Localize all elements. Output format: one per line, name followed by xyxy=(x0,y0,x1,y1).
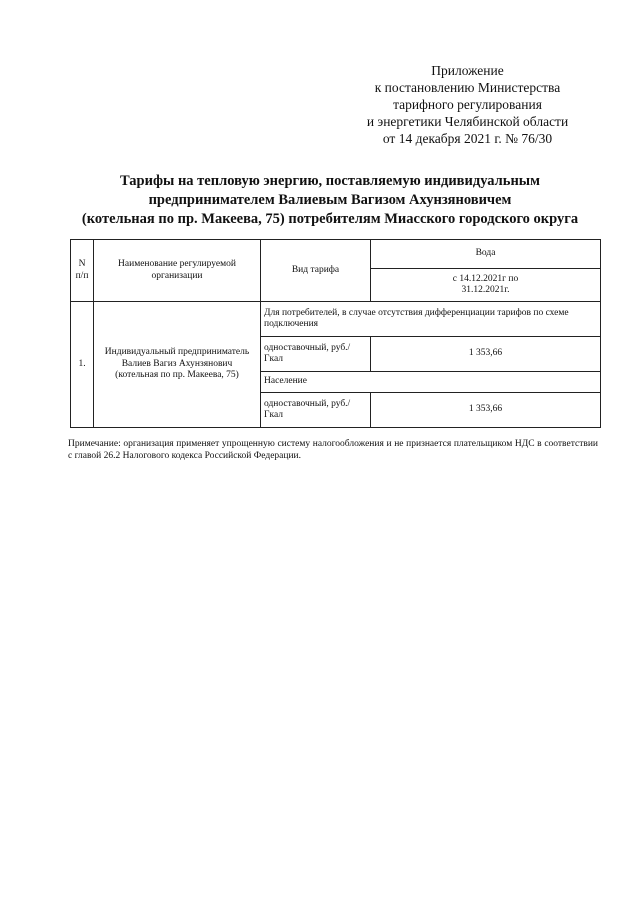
group1-label: Для потребителей, в случае отсутствия дифференциации тарифов по схеме подключения xyxy=(261,302,601,337)
table-header-row xyxy=(71,240,601,269)
header-org: Наименование регулируемой организации xyxy=(94,240,261,302)
tariff-table xyxy=(70,239,601,428)
appendix-header xyxy=(330,62,605,147)
footnote: Примечание: организация применяет упрощенную систему налогообложения и не признается плательщиком НДС в соответствии с главой 26.2 Налогового кодекса Российской Федерации. xyxy=(68,439,598,461)
group2-tariff-type: одноставочный, руб./Гкал xyxy=(261,393,371,428)
appendix-ministry-line: тарифного регулирования xyxy=(393,97,542,112)
table-row xyxy=(71,302,601,337)
header-period: с 14.12.2021г по 31.12.2021г. xyxy=(371,269,601,302)
row-org: Индивидуальный предприниматель Валиев Вагиз Ахунзянович (котельная по пр. Макеева, 75) xyxy=(94,302,261,428)
title-line-2: предпринимателем Валиевым Вагизом Ахунзяновичем xyxy=(148,192,512,208)
header-num: N п/п xyxy=(71,240,94,302)
appendix-label: Приложение xyxy=(431,63,504,78)
appendix-decree-line: к постановлению Министерства xyxy=(374,80,561,95)
appendix-region-line: и энергетики Челябинской области xyxy=(366,114,569,129)
document-title xyxy=(50,172,610,229)
appendix-date-line: от 14 декабря 2021 г. № 76/30 xyxy=(382,131,553,146)
title-line-1: Тарифы на тепловую энергию, поставляемую индивидуальным xyxy=(120,173,540,189)
group1-tariff-type: одноставочный, руб./Гкал xyxy=(261,337,371,372)
header-resource: Вода xyxy=(371,240,601,269)
title-line-3: (котельная по пр. Макеева, 75) потребителям Миасского городского округа xyxy=(81,211,579,227)
row-num: 1. xyxy=(71,302,94,428)
header-tariff-type: Вид тарифа xyxy=(261,240,371,302)
group2-value: 1 353,66 xyxy=(371,393,601,428)
group1-value: 1 353,66 xyxy=(371,337,601,372)
group2-label: Население xyxy=(261,372,601,393)
